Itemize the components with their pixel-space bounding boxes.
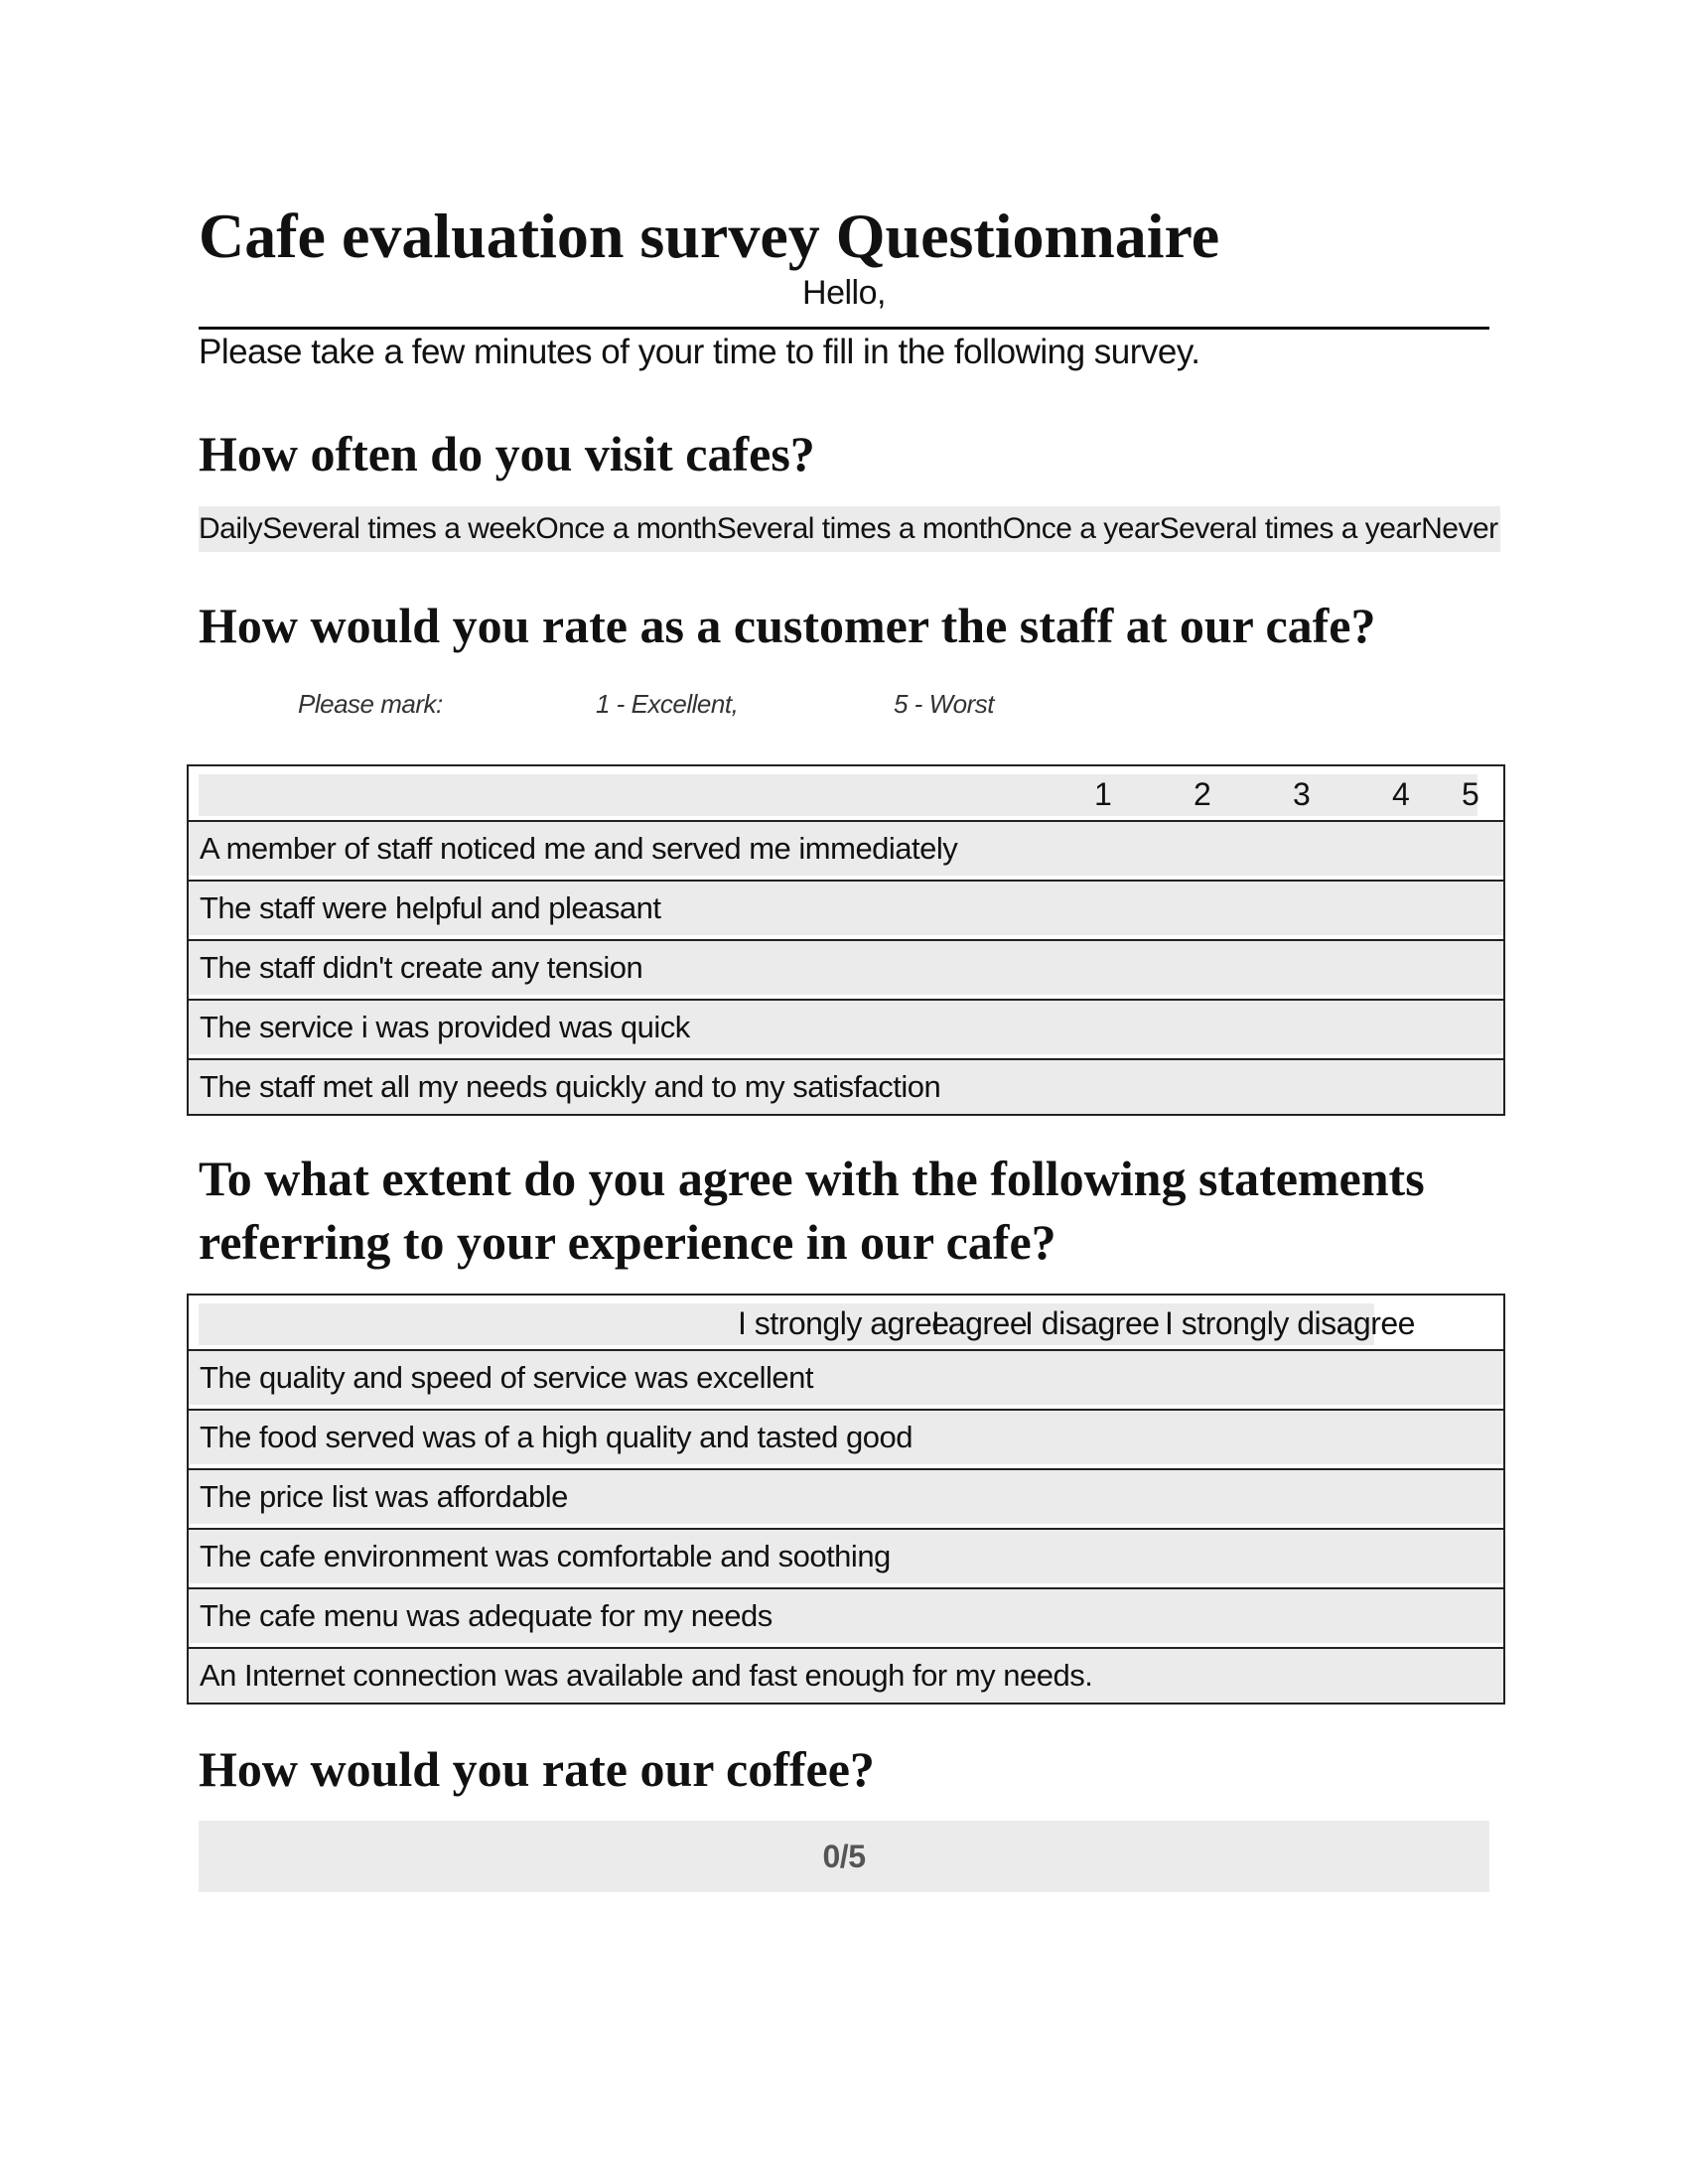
coffee-rating-field[interactable] [199,1821,1489,1892]
coffee-rating-value: 0/5 [822,1839,866,1874]
table-row[interactable]: The cafe menu was adequate for my needs [189,1587,1503,1643]
option-never[interactable]: Never [1421,512,1498,545]
table-row[interactable]: The service i was provided was quick [189,999,1503,1054]
header-fill [199,774,1477,816]
table-row[interactable]: The staff didn't create any tension [189,939,1503,995]
column-4: 4 [1392,776,1410,812]
option-several-times-a-year[interactable]: Several times a year [1159,512,1422,545]
column-strongly-disagree: I strongly disagree [1165,1305,1415,1341]
table-row[interactable]: The price list was affordable [189,1468,1503,1524]
table-row[interactable]: An Internet connection was available and fast enough for my needs. [189,1647,1503,1703]
column-disagree: I disagree [1025,1305,1160,1341]
column-3: 3 [1293,776,1311,812]
visit-frequency-options [199,506,1500,552]
table-row[interactable]: The quality and speed of service was excellent [189,1349,1503,1405]
option-once-a-month[interactable]: Once a month [535,512,717,545]
column-strongly-agree: I strongly agree [738,1305,949,1341]
option-several-times-a-week[interactable]: Several times a week [262,512,536,545]
hint-worst: 5 - Worst [894,689,994,719]
table-row[interactable]: The staff were helpful and pleasant [189,880,1503,935]
table-row[interactable]: The cafe environment was comfortable and soothing [189,1528,1503,1583]
intro-text: Please take a few minutes of your time to fill in the following survey. [199,333,1200,371]
hint-prefix: Please mark: [298,689,443,719]
question-visit-frequency: How often do you visit cafes? [199,426,815,481]
question-coffee-rating: How would you rate our coffee? [199,1741,875,1797]
staff-rating-grid [187,764,1505,1116]
page-title: Cafe evaluation survey Questionnaire [199,201,1220,271]
column-2: 2 [1194,776,1211,812]
greeting: Hello, [802,274,886,312]
column-agree: I agree [931,1305,1028,1341]
question-agreement: To what extent do you agree with the following statements referring to your experience in our cafe? [199,1151,1425,1270]
table-row[interactable]: The staff met all my needs quickly and to my satisfaction [189,1058,1503,1114]
option-several-times-a-month[interactable]: Several times a month [716,512,1003,545]
grid-header [189,766,1503,820]
grid-header [189,1296,1503,1349]
option-once-a-year[interactable]: Once a year [1002,512,1160,545]
table-row[interactable]: A member of staff noticed me and served me immediately [189,820,1503,876]
column-1: 1 [1094,776,1112,812]
column-5: 5 [1462,776,1479,812]
table-row[interactable]: The food served was of a high quality and tasted good [189,1409,1503,1464]
question-staff-rating: How would you rate as a customer the staff at our cafe? [199,598,1376,653]
agreement-grid [187,1294,1505,1705]
option-daily[interactable]: Daily [199,512,263,545]
hint-best: 1 - Excellent, [596,689,739,719]
